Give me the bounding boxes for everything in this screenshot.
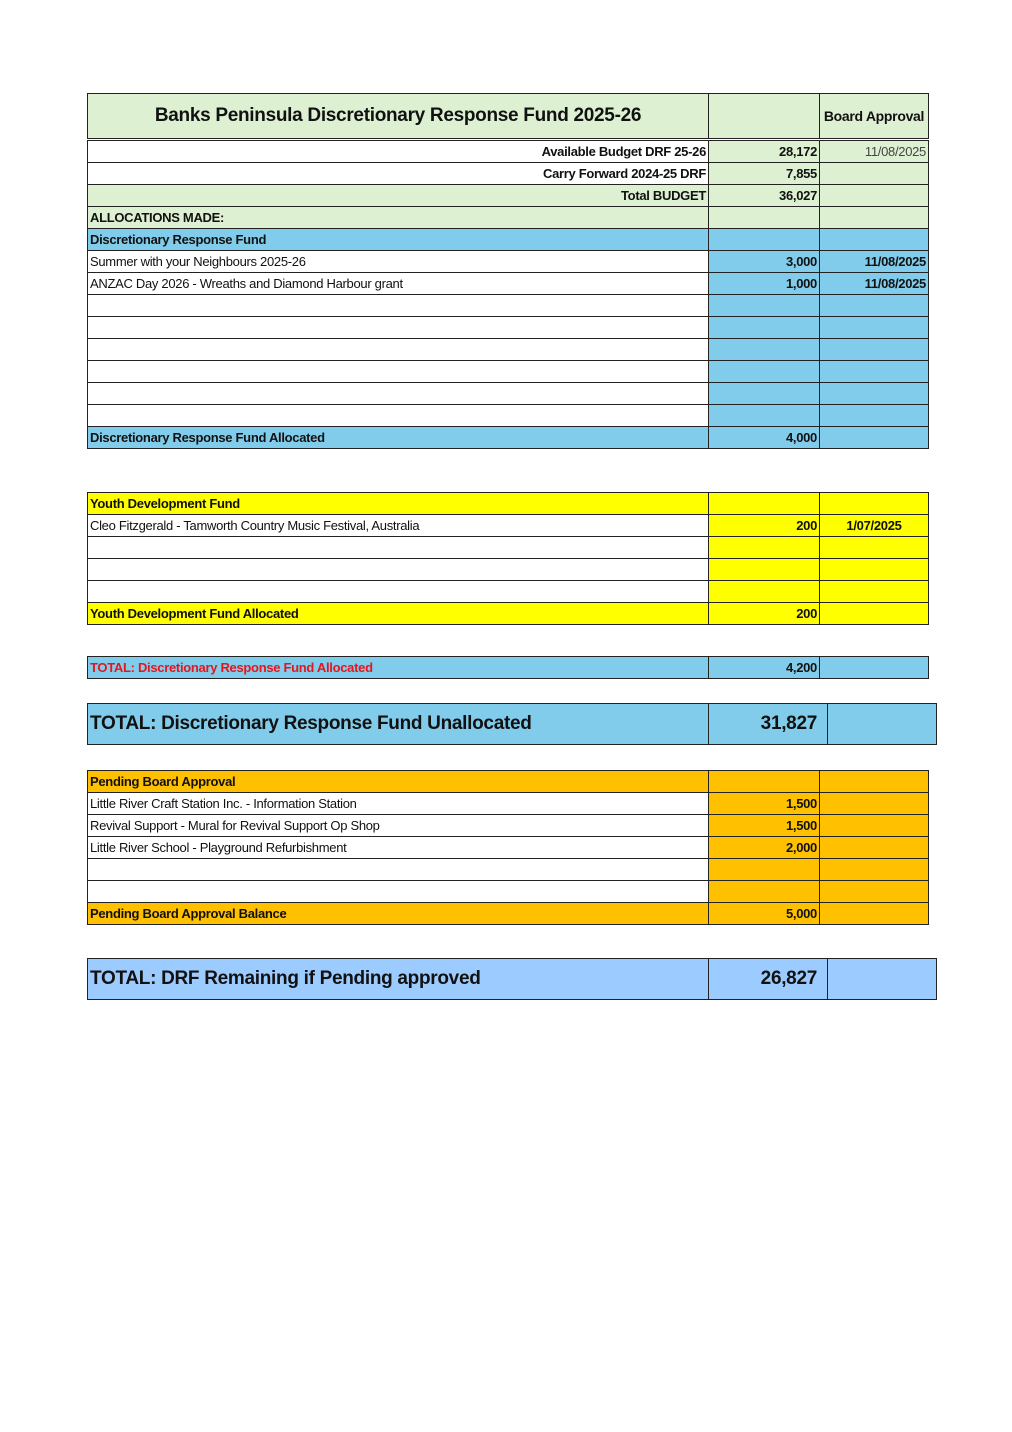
row-amount (709, 229, 820, 251)
row-label (88, 361, 709, 383)
table-row (88, 383, 929, 405)
table-row (88, 141, 929, 163)
row-approval-date (820, 295, 929, 317)
row-label: ALLOCATIONS MADE: (88, 207, 709, 229)
row-label: Youth Development Fund (88, 493, 709, 515)
table-row (88, 185, 929, 207)
total-allocated-section (87, 656, 929, 679)
row-label: Pending Board Approval Balance (88, 903, 709, 925)
row-approval-date (820, 859, 929, 881)
row-approval-date (820, 903, 929, 925)
row-label (88, 383, 709, 405)
table-row (88, 515, 929, 537)
row-amount: 4,000 (709, 427, 820, 449)
table-row (88, 793, 929, 815)
row-label: Total BUDGET (88, 185, 709, 207)
table-row (88, 207, 929, 229)
row-amount: 31,827 (709, 704, 828, 745)
row-amount (709, 383, 820, 405)
row-label: Revival Support - Mural for Revival Support Op Shop (88, 815, 709, 837)
row-amount: 200 (709, 515, 820, 537)
row-amount: 3,000 (709, 251, 820, 273)
row-label: Discretionary Response Fund Allocated (88, 427, 709, 449)
row-approval-date (820, 383, 929, 405)
row-label: Pending Board Approval (88, 771, 709, 793)
row-approval-date (828, 959, 937, 1000)
row-label: Available Budget DRF 25-26 (88, 141, 709, 163)
table-row (88, 603, 929, 625)
row-amount (709, 493, 820, 515)
row-amount (709, 881, 820, 903)
row-amount: 36,027 (709, 185, 820, 207)
row-approval-date (820, 207, 929, 229)
pending-section (87, 770, 929, 925)
row-approval-date (820, 361, 929, 383)
table-row (88, 163, 929, 185)
table-row (88, 837, 929, 859)
row-approval-date (820, 317, 929, 339)
row-amount (709, 295, 820, 317)
row-label (88, 537, 709, 559)
table-row (88, 771, 929, 793)
row-approval-date (820, 405, 929, 427)
row-label (88, 581, 709, 603)
row-approval-date (820, 427, 929, 449)
row-amount: 1,500 (709, 815, 820, 837)
row-approval-date (820, 603, 929, 625)
row-approval-date (828, 704, 937, 745)
row-amount (709, 207, 820, 229)
row-approval-date: 1/07/2025 (820, 515, 929, 537)
row-approval-date (820, 815, 929, 837)
row-label (88, 559, 709, 581)
row-approval-date (820, 581, 929, 603)
table-row (88, 815, 929, 837)
row-label: ANZAC Day 2026 - Wreaths and Diamond Harbour grant (88, 273, 709, 295)
row-amount: 2,000 (709, 837, 820, 859)
row-amount: 7,855 (709, 163, 820, 185)
row-approval-date (820, 493, 929, 515)
table-row (88, 859, 929, 881)
row-amount (709, 537, 820, 559)
row-approval-date (820, 537, 929, 559)
fund-title-block (87, 93, 929, 139)
table-row (88, 361, 929, 383)
row-approval-date (820, 339, 929, 361)
row-approval-date (820, 881, 929, 903)
row-label (88, 859, 709, 881)
row-label: Little River Craft Station Inc. - Information Station (88, 793, 709, 815)
row-label: TOTAL: DRF Remaining if Pending approved (88, 959, 709, 1000)
row-amount (709, 405, 820, 427)
row-label: Summer with your Neighbours 2025-26 (88, 251, 709, 273)
table-row (88, 537, 929, 559)
table-row (88, 559, 929, 581)
row-label (88, 317, 709, 339)
row-label: Cleo Fitzgerald - Tamworth Country Music Festival, Australia (88, 515, 709, 537)
table-row (88, 959, 937, 1000)
budget-section (87, 140, 929, 449)
row-amount (709, 559, 820, 581)
row-approval-date: 11/08/2025 (820, 273, 929, 295)
row-amount (709, 317, 820, 339)
table-row (88, 657, 929, 679)
row-approval-date: 11/08/2025 (820, 141, 929, 163)
table-row (88, 317, 929, 339)
row-label: Youth Development Fund Allocated (88, 603, 709, 625)
total-remaining-section (87, 958, 937, 1000)
row-approval-date (820, 163, 929, 185)
table-row (88, 881, 929, 903)
total-unallocated-section (87, 703, 937, 745)
row-amount (709, 771, 820, 793)
row-label: Carry Forward 2024-25 DRF (88, 163, 709, 185)
row-label (88, 405, 709, 427)
row-amount (709, 339, 820, 361)
row-label (88, 339, 709, 361)
row-approval-date (820, 185, 929, 207)
row-amount: 200 (709, 603, 820, 625)
row-amount: 1,000 (709, 273, 820, 295)
row-amount (709, 581, 820, 603)
row-approval-date (820, 793, 929, 815)
sheet-title: Banks Peninsula Discretionary Response Fund 2025-26 (88, 94, 709, 139)
row-amount: 26,827 (709, 959, 828, 1000)
board-approval-header: Board Approval (820, 94, 929, 139)
table-row (88, 903, 929, 925)
table-row (88, 251, 929, 273)
row-approval-date (820, 229, 929, 251)
youth-section (87, 492, 929, 625)
row-label (88, 881, 709, 903)
row-label: Little River School - Playground Refurbishment (88, 837, 709, 859)
table-row (88, 405, 929, 427)
row-amount: 28,172 (709, 141, 820, 163)
row-amount (709, 361, 820, 383)
table-row (88, 427, 929, 449)
row-amount: 1,500 (709, 793, 820, 815)
table-row (88, 581, 929, 603)
table-row (88, 339, 929, 361)
table-row (88, 493, 929, 515)
row-amount: 5,000 (709, 903, 820, 925)
amount-header (709, 94, 820, 139)
row-approval-date: 11/08/2025 (820, 251, 929, 273)
row-approval-date (820, 559, 929, 581)
table-row (88, 273, 929, 295)
row-label: TOTAL: Discretionary Response Fund Allocated (88, 657, 709, 679)
row-approval-date (820, 837, 929, 859)
table-row (88, 704, 937, 745)
row-label: TOTAL: Discretionary Response Fund Unallocated (88, 704, 709, 745)
row-label (88, 295, 709, 317)
table-row (88, 295, 929, 317)
row-amount: 4,200 (709, 657, 820, 679)
row-label: Discretionary Response Fund (88, 229, 709, 251)
row-amount (709, 859, 820, 881)
table-row (88, 229, 929, 251)
row-approval-date (820, 657, 929, 679)
row-approval-date (820, 771, 929, 793)
